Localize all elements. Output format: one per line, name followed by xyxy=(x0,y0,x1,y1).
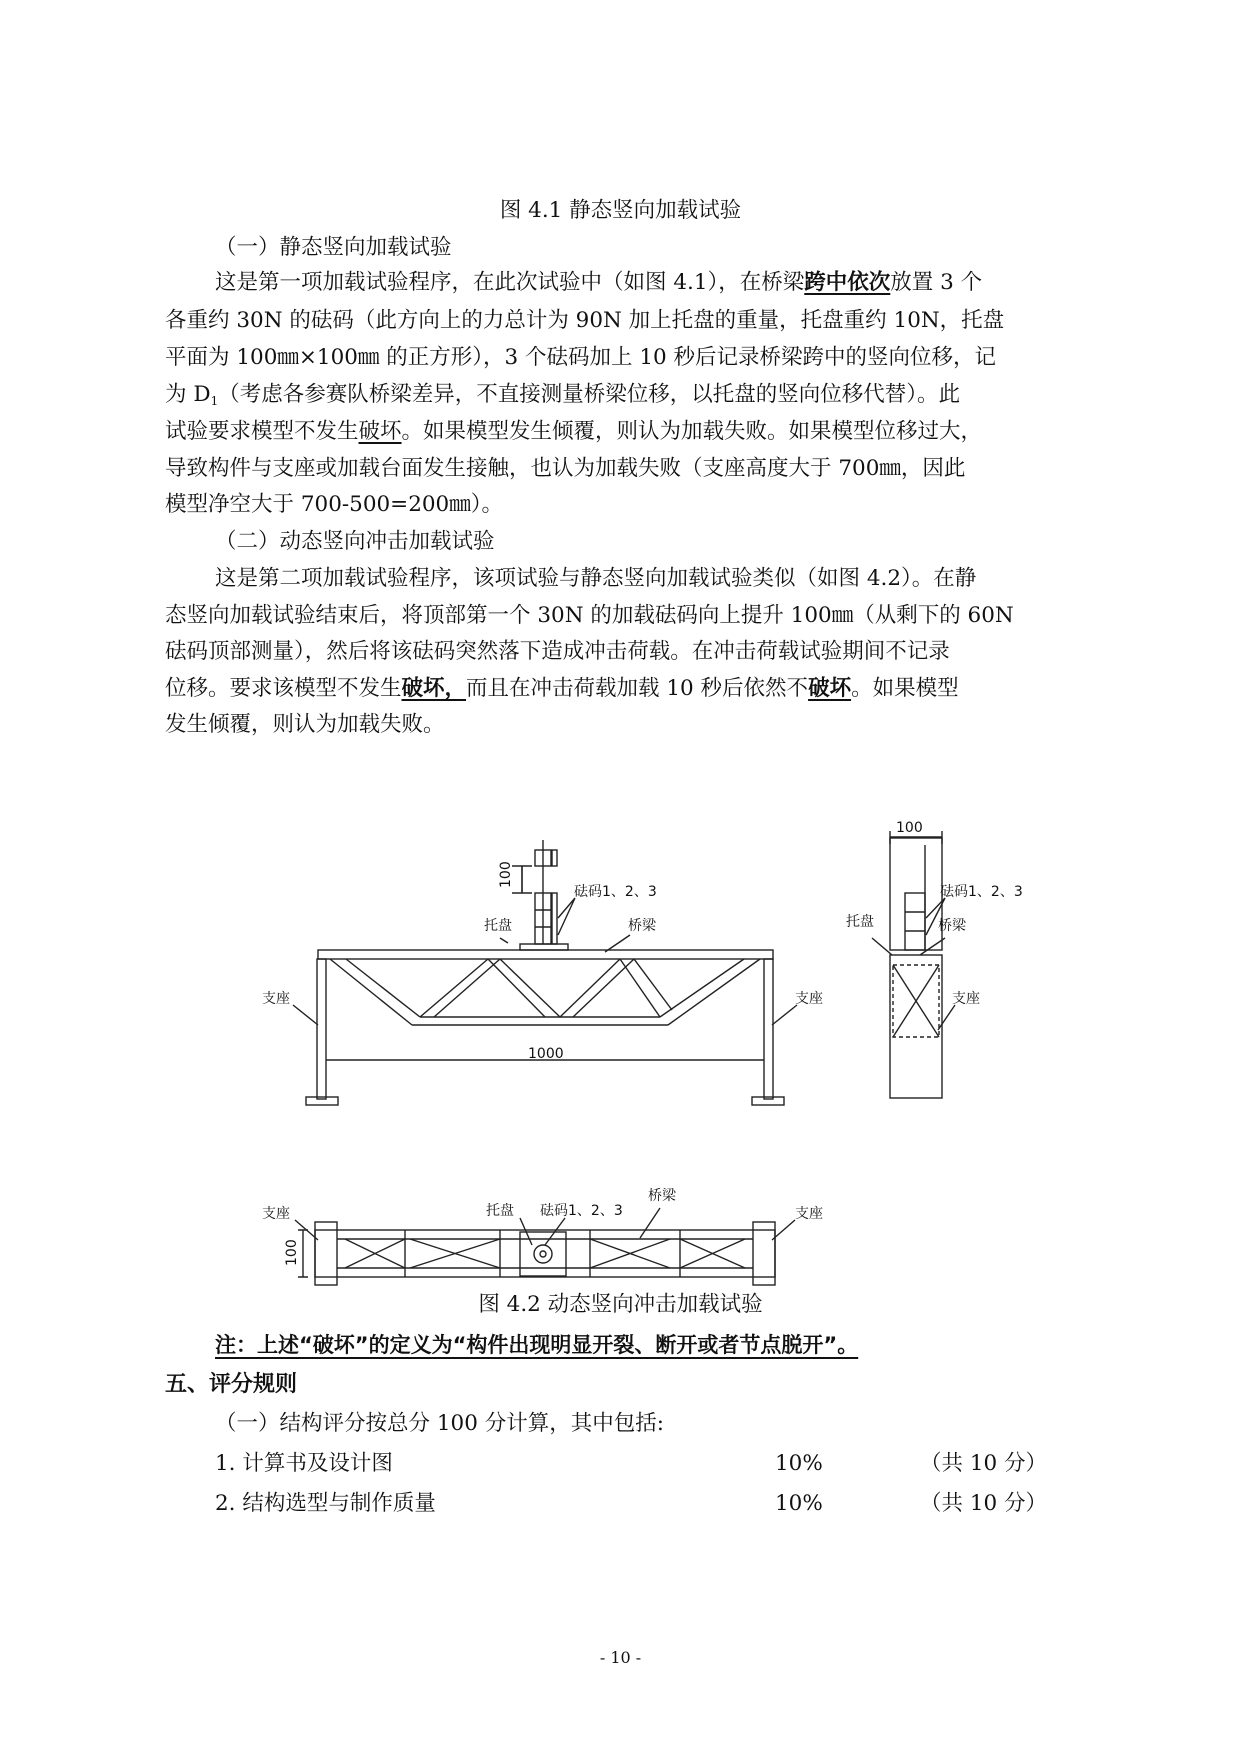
scoring-item-points: （共 10 分） xyxy=(920,1451,1048,1476)
paragraph-dynamic-line-1: 这是第二项加载试验程序，该项试验与静态竖向加载试验类似（如图 4.2）。在静 xyxy=(215,566,977,591)
bridge-label-side: 桥梁 xyxy=(938,918,966,934)
support-label-right: 支座 xyxy=(795,991,823,1007)
paragraph-dynamic-line-2: 态竖向加载试验结束后，将顶部第一个 30N 的加载砝码向上提升 100㎜（从剩下的 60N xyxy=(165,603,1014,628)
scoring-item-label: 1. 计算书及设计图 xyxy=(215,1451,393,1476)
dim-1000: 1000 xyxy=(528,1046,564,1062)
paragraph-dynamic-line-4: 位移。要求该模型不发生破坏，而且在冲击荷载加载 10 秒后依然不破坏。如果模型 xyxy=(165,676,959,701)
note-definition: 注：上述“破坏”的定义为“构件出现明显开裂、断开或者节点脱开”。 xyxy=(215,1333,859,1357)
support-label-side: 支座 xyxy=(952,991,980,1007)
plan-view xyxy=(295,1208,795,1285)
paragraph-static-line-7: 模型净空大于 700-500=200㎜）。 xyxy=(165,492,503,517)
support-label-plan-left: 支座 xyxy=(262,1206,290,1222)
paragraph-dynamic-line-3: 砝码顶部测量），然后将该砝码突然落下造成冲击荷载。在冲击荷载试验期间不记录 xyxy=(165,639,950,664)
paragraph-static-line-5: 试验要求模型不发生破坏。如果模型发生倾覆，则认为加载失败。如果模型位移过大， xyxy=(165,419,983,444)
figure-4-2-caption: 图 4.2 动态竖向冲击加载试验 xyxy=(478,1292,763,1317)
section-5-heading: 五、评分规则 xyxy=(165,1372,298,1397)
paragraph-static-line-1: 这是第一项加载试验程序，在此次试验中（如图 4.1），在桥梁跨中依次放置 3 个 xyxy=(215,270,983,295)
scoring-item xyxy=(215,1489,1135,1519)
scoring-item-points: （共 10 分） xyxy=(920,1491,1048,1516)
dim-100-left: 100 xyxy=(498,861,514,888)
support-label-left: 支座 xyxy=(262,991,290,1007)
tray-label-side: 托盘 xyxy=(846,914,874,930)
paragraph-static-line-2: 各重约 30N 的砝码（此方向上的力总计为 90N 加上托盘的重量，托盘重约 10N，托盘 xyxy=(165,308,1005,333)
figure-4-1-caption: 图 4.1 静态竖向加载试验 xyxy=(499,198,742,223)
weights-label-elevation: 砝码1、2、3 xyxy=(574,884,657,900)
section-heading-dynamic: （二）动态竖向冲击加载试验 xyxy=(215,529,495,554)
dim-100-top: 100 xyxy=(896,820,923,836)
scoring-item-percent: 10% xyxy=(775,1451,823,1476)
paragraph-dynamic-line-5: 发生倾覆，则认为加载失败。 xyxy=(165,712,445,737)
page-number: - 10 - xyxy=(599,1648,642,1667)
side-view xyxy=(872,831,955,1098)
tray-label-elevation: 托盘 xyxy=(484,918,512,934)
paragraph-static-line-6: 导致构件与支座或加载台面发生接触，也认为加载失败（支座高度大于 700㎜，因此 xyxy=(165,456,966,481)
weights-label-side: 砝码1、2、3 xyxy=(940,884,1023,900)
scoring-item xyxy=(215,1449,1135,1479)
weights-label-plan: 砝码1、2、3 xyxy=(540,1203,623,1219)
support-label-plan-right: 支座 xyxy=(795,1206,823,1222)
section-heading-static: （一）静态竖向加载试验 xyxy=(215,235,452,260)
scoring-item-percent: 10% xyxy=(775,1491,823,1516)
scoring-item-label: 2. 结构选型与制作质量 xyxy=(215,1491,436,1516)
dim-100-plan: 100 xyxy=(284,1239,300,1266)
scoring-intro: （一）结构评分按总分 100 分计算，其中包括: xyxy=(215,1411,664,1436)
bridge-label-plan: 桥梁 xyxy=(648,1188,676,1204)
elevation-view xyxy=(293,840,797,1105)
tray-label-plan: 托盘 xyxy=(486,1203,514,1219)
paragraph-static-line-3: 平面为 100㎜×100㎜ 的正方形），3 个砝码加上 10 秒后记录桥梁跨中的竖向位移，记 xyxy=(165,345,997,370)
paragraph-static-line-4: 为 $D_1$（考虑各参赛队桥梁差异，不直接测量桥梁位移，以托盘的竖向位移代替）。此 xyxy=(165,382,960,408)
bridge-label-elevation: 桥梁 xyxy=(628,918,656,934)
